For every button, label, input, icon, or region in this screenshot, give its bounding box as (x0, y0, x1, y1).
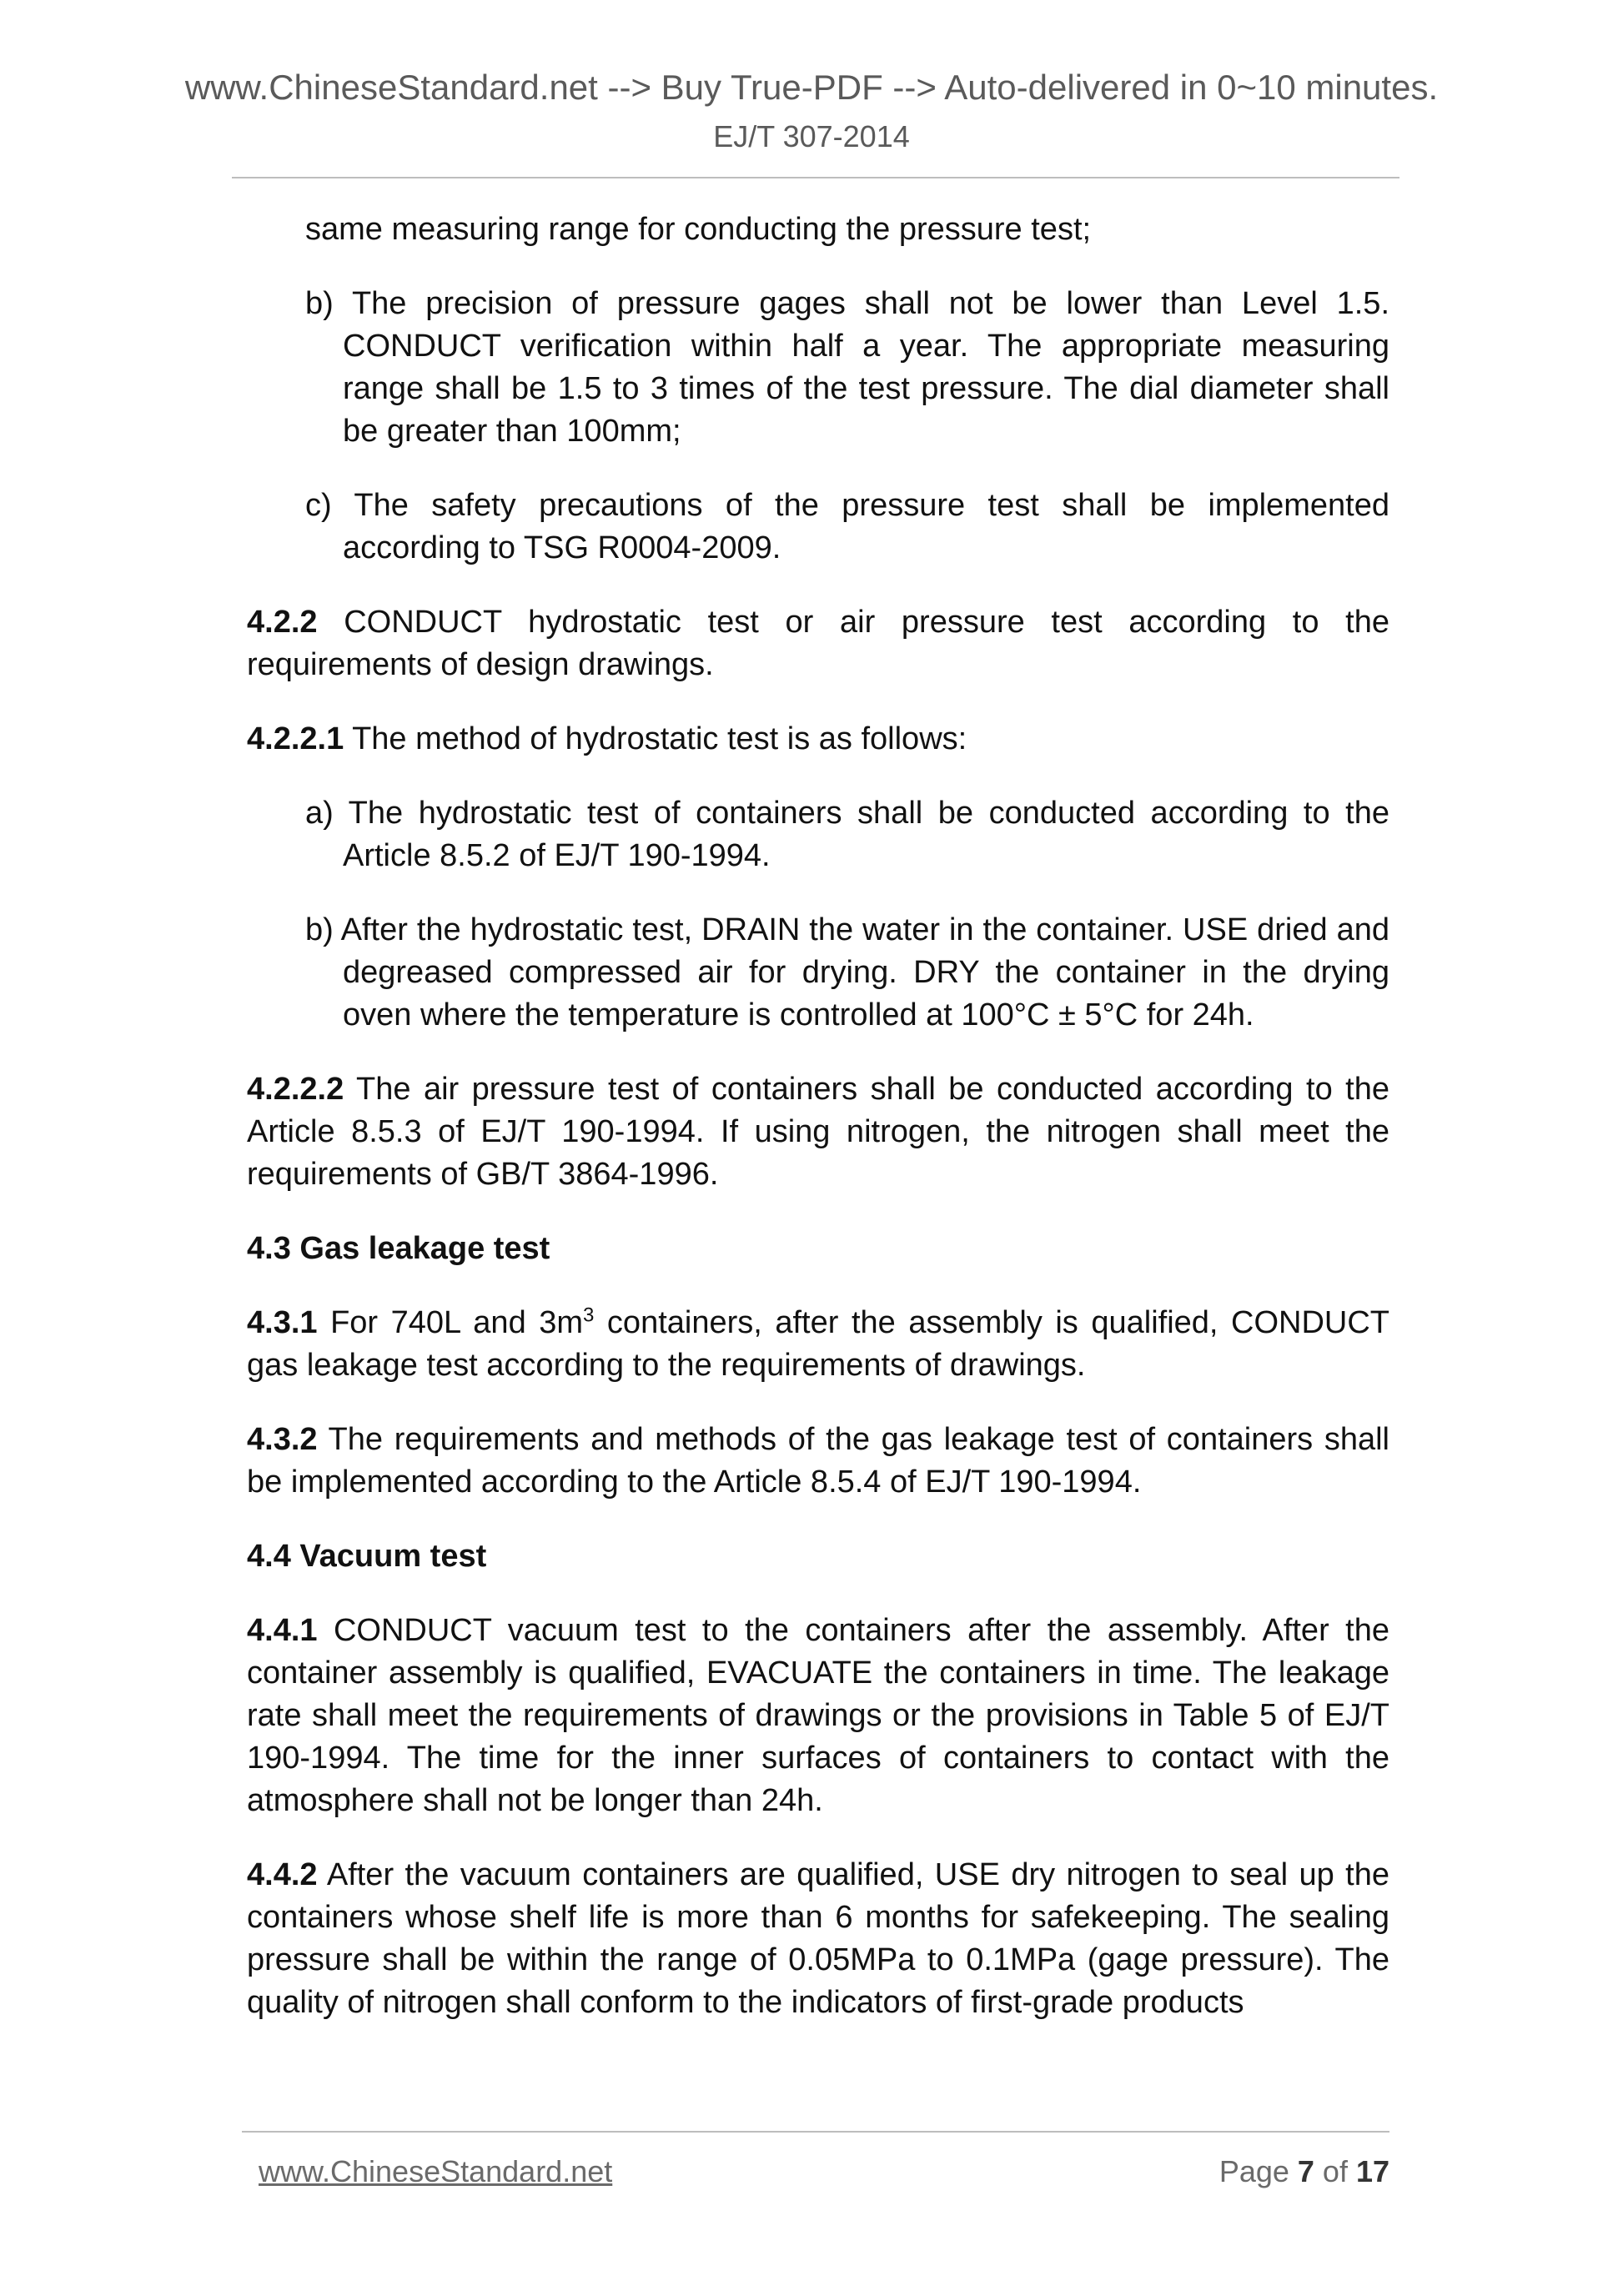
clause-number: 4.4.2 (247, 1857, 318, 1892)
list-item-b-pressure-gages: b) The precision of pressure gages shall not be lower than Level 1.5. CONDUCT verification within half a year. The appropriate measuring range shall be 1.5 to 3 times of the test pressure. The dial diameter shall be greater than 100mm; (305, 286, 1389, 449)
clause-number: 4.3.1 (247, 1305, 318, 1340)
page-indicator: Page 7 of 17 (1219, 2154, 1389, 2188)
clause-4-4-2: 4.4.2 After the vacuum containers are qualified, USE dry nitrogen to seal up the containers whose shelf life is more than 6 months for safekeeping. The sealing pressure shall be within the range of 0.05MPa to 0.1MPa (gage pressure). The quality of nitrogen shall conform to the indicators of first-grade products (247, 1857, 1389, 2020)
header-divider (232, 177, 1399, 178)
list-item-a-hydrostatic: a) The hydrostatic test of containers shall be conducted according to the Article 8.5.2 of EJ/T 190-1994. (305, 796, 1389, 873)
continued-item: same measuring range for conducting the pressure test; (305, 212, 1092, 247)
list-item-c-safety: c) The safety precautions of the pressure test shall be implemented according to TSG R0004-2009. (305, 488, 1389, 565)
section-heading-4-3: 4.3 Gas leakage test (247, 1231, 550, 1266)
current-page-number: 7 (1297, 2154, 1314, 2188)
list-item-b-drain: b) After the hydrostatic test, DRAIN the water in the container. USE dried and degreased compressed air for drying. DRY the container in the drying oven where the temperature is controlled at 100°C ± 5°C for 24h. (305, 912, 1389, 1032)
clause-4-3-2: 4.3.2 The requirements and methods of the gas leakage test of containers shall be implemented according to the Article 8.5.4 of EJ/T 190-1994. (247, 1422, 1389, 1500)
document-code: EJ/T 307-2014 (713, 119, 910, 153)
clause-4-2-2: 4.2.2 CONDUCT hydrostatic test or air pressure test according to the requirements of design drawings. (247, 605, 1389, 682)
footer-website-link[interactable]: www.ChineseStandard.net (259, 2154, 613, 2188)
clause-number: 4.2.2 (247, 605, 318, 640)
total-pages: 17 (1355, 2154, 1389, 2188)
page-body (247, 208, 1389, 2024)
clause-4-4-1: 4.4.1 CONDUCT vacuum test to the containers after the assembly. After the container assembly is qualified, EVACUATE the containers in time. The leakage rate shall meet the requirements of drawings or the provisions in Table 5 of EJ/T 190-1994. The time for the inner surfaces of containers to contact with the atmosphere shall not be longer than 24h. (247, 1613, 1389, 1818)
clause-4-2-2-2: 4.2.2.2 The air pressure test of containers shall be conducted according to the Article 8.5.3 of EJ/T 190-1994. If using nitrogen, the nitrogen shall meet the requirements of GB/T 3864-1996. (247, 1072, 1389, 1192)
clause-number: 4.2.2.2 (247, 1072, 344, 1107)
clause-4-3-1: 4.3.1 For 740L and $3m^3$ containers, after the assembly is qualified, CONDUCT gas leakage test according to the requirements of drawings. (247, 1304, 1389, 1383)
clause-4-2-2-1: 4.2.2.1 The method of hydrostatic test is as follows: (247, 721, 967, 756)
clause-number: 4.4.1 (247, 1613, 318, 1648)
clause-number: 4.3.2 (247, 1422, 318, 1457)
section-heading-4-4: 4.4 Vacuum test (247, 1539, 487, 1574)
clause-number: 4.2.2.1 (247, 721, 344, 756)
header-banner: www.ChineseStandard.net --> Buy True-PDF --> Auto-delivered in 0~10 minutes. (184, 68, 1439, 107)
footer-divider (242, 2131, 1389, 2133)
